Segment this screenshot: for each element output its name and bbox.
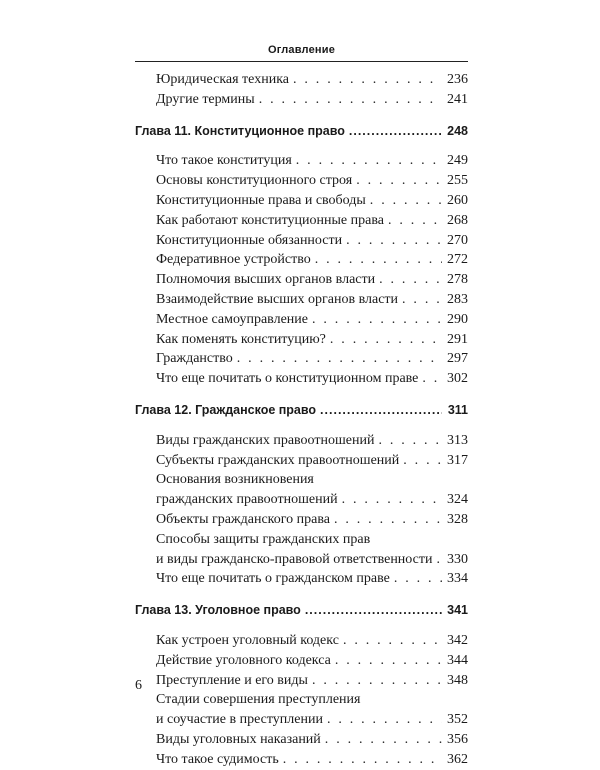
toc-entry[interactable] <box>135 310 468 330</box>
toc-page-number: 311 <box>447 402 468 417</box>
toc-leader-dots <box>394 569 442 589</box>
toc-title: Гражданство <box>156 351 233 367</box>
toc-entry[interactable] <box>135 470 468 490</box>
toc-page-number: 270 <box>447 232 468 248</box>
toc-leader-dots <box>259 90 442 110</box>
toc-page-number: 362 <box>447 751 468 767</box>
toc-page-number: 324 <box>447 492 468 508</box>
toc-leader-dots <box>403 451 442 471</box>
toc-page-number: 317 <box>447 452 468 468</box>
toc-leader-dots <box>422 369 442 389</box>
toc-page-number: 313 <box>447 432 468 448</box>
toc-title: Что такое конституция <box>156 153 292 169</box>
toc-page-number: 341 <box>447 603 468 618</box>
toc-entry[interactable] <box>135 671 468 691</box>
toc-leader-dots <box>296 151 442 171</box>
toc-leader-dots <box>305 601 442 621</box>
toc-entry[interactable] <box>135 631 468 651</box>
toc-page-number: 236 <box>447 72 468 87</box>
toc-entry[interactable] <box>135 70 468 90</box>
toc-title: Как устроен уголовный кодекс <box>156 632 339 648</box>
toc-entry[interactable] <box>135 270 468 290</box>
toc-leader-dots <box>436 550 442 570</box>
toc-entry[interactable] <box>135 330 468 350</box>
toc-page-number: 330 <box>447 551 468 567</box>
toc-entry[interactable] <box>135 290 468 310</box>
toc-entry[interactable] <box>135 730 468 750</box>
toc-leader-dots <box>334 510 442 530</box>
toc-spacer <box>135 589 468 601</box>
toc-entry[interactable] <box>135 349 468 369</box>
toc-title: Что еще почитать о гражданском праве <box>156 571 390 587</box>
toc-title: Основы конституционного строя <box>156 173 353 189</box>
toc-page-number: 302 <box>447 371 468 387</box>
toc-entry[interactable] <box>135 451 468 471</box>
toc-page-number: 248 <box>447 123 468 138</box>
toc-title: и соучастие в преступлении <box>156 712 323 728</box>
toc-title: Глава 13. Уголовное право <box>135 603 301 618</box>
toc-title: Объекты гражданского права <box>156 511 330 527</box>
toc-page-number: 348 <box>447 672 468 688</box>
toc-page-number: 291 <box>447 331 468 347</box>
toc-leader-dots <box>388 211 442 231</box>
toc-title: Что такое судимость <box>156 751 279 767</box>
toc-entry[interactable] <box>135 431 468 451</box>
toc-title: Конституционные обязанности <box>156 232 343 248</box>
toc-page-number: 290 <box>447 311 468 327</box>
toc-page-number: 328 <box>447 511 468 527</box>
toc-leader-dots <box>335 651 442 671</box>
toc-leader-dots <box>346 231 442 251</box>
toc-entry[interactable] <box>135 569 468 589</box>
toc-leader-dots <box>379 270 442 290</box>
toc-leader-dots <box>327 710 442 730</box>
toc-entry[interactable] <box>135 510 468 530</box>
table-of-contents <box>135 70 468 770</box>
toc-title: Федеративное устройство <box>156 252 311 268</box>
toc-page-number: 283 <box>447 291 468 307</box>
page-number: 6 <box>135 678 142 693</box>
toc-title: Способы защиты гражданских прав <box>156 531 371 547</box>
toc-entry[interactable] <box>135 90 468 110</box>
toc-entry[interactable] <box>135 211 468 231</box>
toc-title: Взаимодействие высших органов власти <box>156 291 399 307</box>
toc-entry[interactable] <box>135 550 468 570</box>
toc-spacer <box>135 621 468 631</box>
toc-page-number: 297 <box>447 351 468 367</box>
toc-title: Как поменять конституцию? <box>156 331 326 347</box>
toc-leader-dots <box>378 431 442 451</box>
toc-title: Как работают конституционные права <box>156 212 384 228</box>
toc-entry[interactable] <box>135 250 468 270</box>
toc-title: Преступление и его виды <box>156 672 308 688</box>
toc-leader-dots <box>343 631 442 651</box>
toc-spacer <box>135 141 468 151</box>
running-head: Оглавление <box>267 44 336 56</box>
toc-leader-dots <box>370 191 442 211</box>
toc-leader-dots <box>325 730 442 750</box>
toc-title: Субъекты гражданских правоотношений <box>156 452 400 468</box>
header-rule <box>135 61 468 62</box>
toc-leader-dots <box>402 290 442 310</box>
toc-title: Местное самоуправление <box>156 311 308 327</box>
toc-entry[interactable] <box>135 690 468 710</box>
toc-page-number: 249 <box>447 153 468 169</box>
toc-page-number: 334 <box>447 571 468 587</box>
toc-page-number: 268 <box>447 212 468 228</box>
toc-leader-dots <box>342 490 442 510</box>
toc-title: Глава 11. Конституционное право <box>135 123 345 138</box>
toc-spacer <box>135 110 468 122</box>
toc-page-number: 255 <box>447 173 468 189</box>
toc-leader-dots <box>320 401 442 421</box>
toc-chapter[interactable] <box>135 122 468 142</box>
toc-title: Стадии совершения преступления <box>156 692 361 708</box>
toc-page-number: 356 <box>447 731 468 747</box>
toc-title: Глава 12. Гражданское право <box>135 402 317 417</box>
toc-leader-dots <box>349 122 442 142</box>
toc-title: Виды гражданских правоотношений <box>156 432 375 448</box>
toc-entry[interactable] <box>135 369 468 389</box>
toc-entry[interactable] <box>135 151 468 171</box>
toc-entry[interactable] <box>135 171 468 191</box>
toc-entry[interactable] <box>135 490 468 510</box>
toc-page-number: 344 <box>447 652 468 668</box>
toc-leader-dots <box>283 750 442 770</box>
toc-page-number: 241 <box>447 91 468 107</box>
toc-title: Юридическая техника <box>156 72 289 87</box>
toc-title: Конституционные права и свободы <box>156 192 366 208</box>
toc-page-number: 342 <box>447 632 468 648</box>
toc-page-number: 352 <box>447 712 468 728</box>
toc-page-number: 260 <box>447 192 468 208</box>
toc-title: Что еще почитать о конституционном праве <box>156 371 419 387</box>
toc-leader-dots <box>312 671 442 691</box>
toc-entry[interactable] <box>135 530 468 550</box>
toc-entry[interactable] <box>135 231 468 251</box>
toc-title: гражданских правоотношений <box>156 492 338 508</box>
toc-title: и виды гражданско-правовой ответственности <box>156 551 433 567</box>
toc-leader-dots <box>237 349 442 369</box>
toc-page-number: 278 <box>447 272 468 288</box>
toc-entry[interactable] <box>135 651 468 671</box>
toc-spacer <box>135 421 468 431</box>
toc-leader-dots <box>312 310 442 330</box>
toc-entry[interactable] <box>135 750 468 770</box>
toc-title: Полномочия высших органов власти <box>156 272 376 288</box>
toc-leader-dots <box>293 70 442 90</box>
toc-title: Другие термины <box>156 91 255 107</box>
toc-entry[interactable] <box>135 710 468 730</box>
toc-page-number: 272 <box>447 252 468 268</box>
toc-spacer <box>135 389 468 401</box>
toc-title: Основания возникновения <box>156 472 314 488</box>
toc-leader-dots <box>330 330 442 350</box>
toc-title: Виды уголовных наказаний <box>156 731 321 747</box>
toc-chapter[interactable] <box>135 401 468 421</box>
toc-leader-dots <box>356 171 442 191</box>
toc-title: Действие уголовного кодекса <box>156 652 331 668</box>
toc-chapter[interactable] <box>135 601 468 621</box>
toc-entry[interactable] <box>135 191 468 211</box>
toc-leader-dots <box>315 250 442 270</box>
